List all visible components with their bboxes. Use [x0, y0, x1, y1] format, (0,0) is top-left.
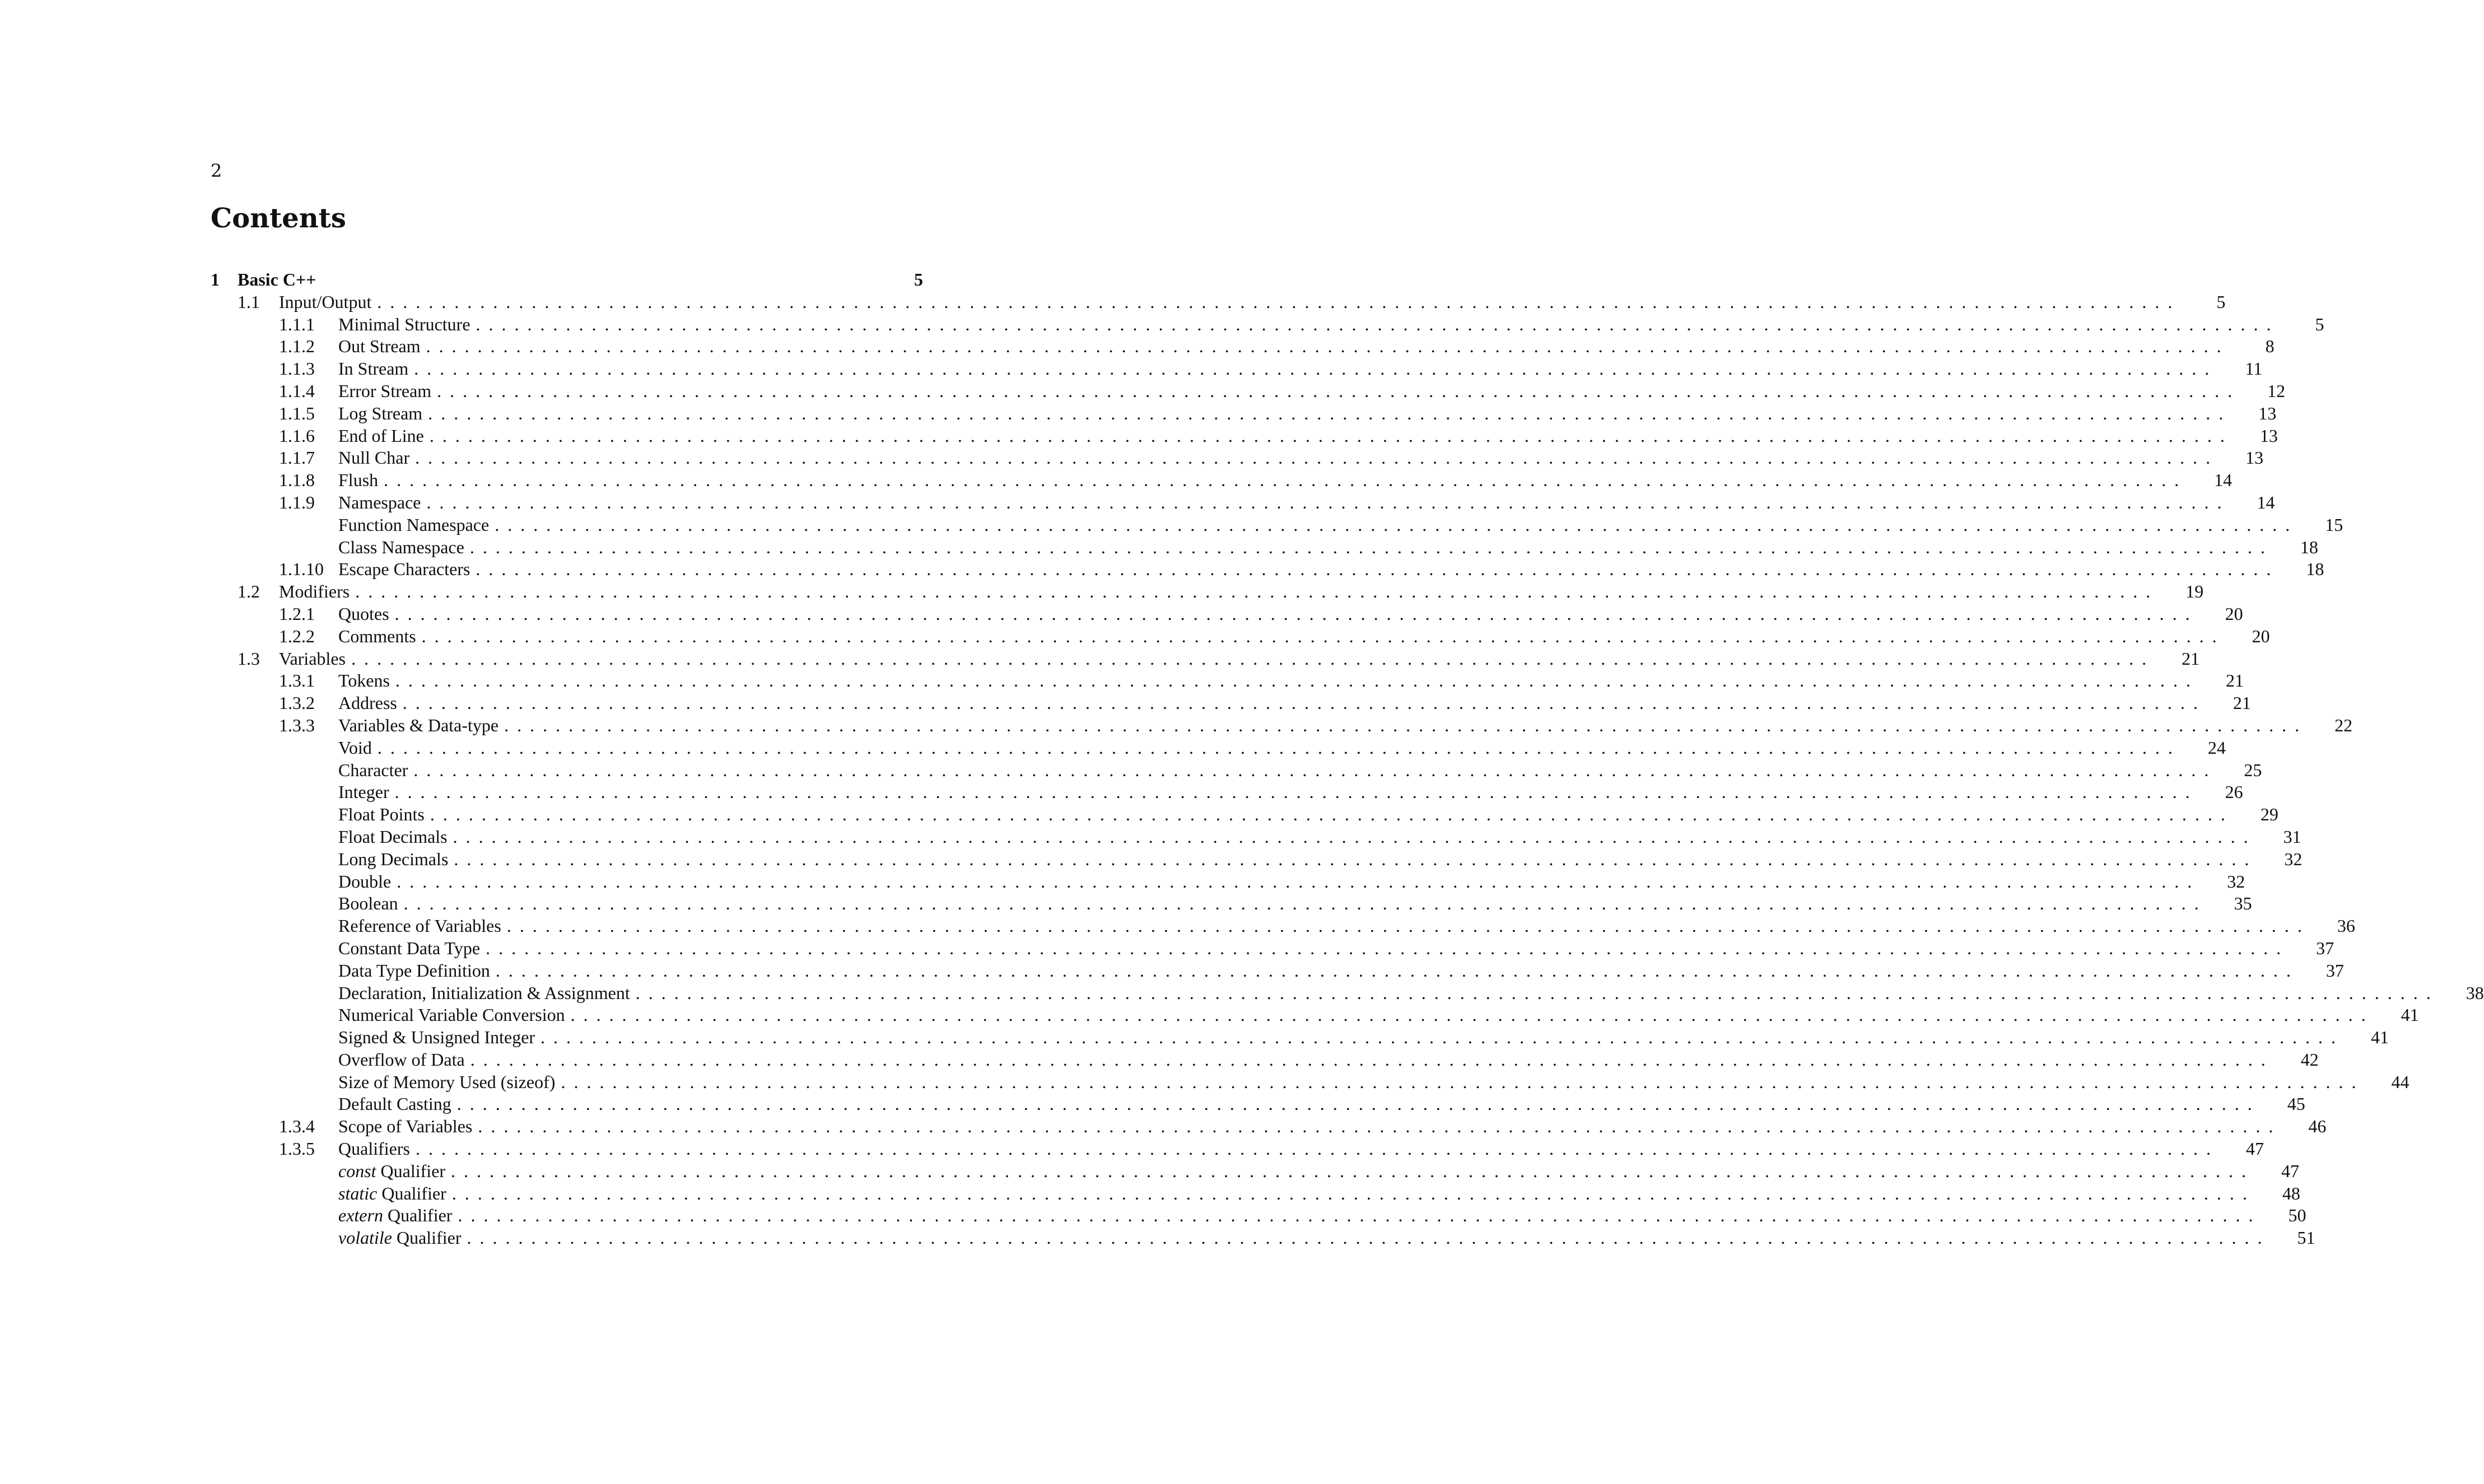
toc-entry: [211, 492, 2275, 514]
toc-entry-number: 1.3: [237, 648, 260, 669]
toc-entry-title-text: Overflow of Data: [338, 1049, 465, 1070]
dot-leader: ............................................................................................................................................: [426, 492, 2230, 512]
toc-entry: [211, 358, 2263, 380]
toc-entry-page: 36: [2337, 916, 2355, 936]
toc-entry-number: 1.1.10: [279, 559, 324, 580]
toc-entry-body: [338, 1049, 2319, 1071]
toc-entry-title-text: Qualifier: [381, 1183, 446, 1203]
toc-entry-body: [338, 380, 2286, 403]
toc-entry-title: [338, 558, 470, 581]
toc-entry-body: [279, 291, 2226, 314]
toc-entry-title-text: Constant Data Type: [338, 937, 481, 958]
toc-entry-title: [338, 1116, 472, 1138]
toc-entry: [211, 848, 2303, 871]
toc-entry-title-text: Tokens: [338, 670, 390, 691]
toc-entry-body: [338, 1227, 2315, 1249]
toc-entry-title-text: Log Stream: [338, 403, 423, 423]
toc-entry-title: [338, 1183, 446, 1205]
dot-leader: ............................................................................................................................................: [377, 291, 2181, 312]
toc-entry-page: 37: [2316, 937, 2334, 958]
toc-entry-title-text: Variables: [279, 648, 346, 669]
toc-entry-page: 21: [2225, 670, 2244, 691]
toc-entry-page: 5: [2315, 314, 2324, 334]
toc-entry-title: [338, 982, 630, 1005]
toc-entry: [211, 291, 2226, 314]
toc-entry-page: 41: [2401, 1005, 2419, 1025]
toc-entry-page: 32: [2284, 848, 2303, 869]
toc-entry: [211, 536, 2318, 559]
dot-leader: ............................................................................................................................................: [467, 1228, 2271, 1248]
toc-entry-body: [338, 670, 2244, 692]
toc-entry-title: [338, 403, 422, 425]
toc-entry-page: 15: [2325, 514, 2343, 535]
toc-entry-title-text: Declaration, Initialization & Assignment: [338, 982, 630, 1003]
toc-entry-body: [338, 982, 2484, 1005]
toc-entry-title-text: Minimal Structure: [338, 314, 470, 334]
dot-leader: ............................................................................................................................................: [377, 737, 2181, 758]
toc-entry-title: [338, 469, 378, 492]
toc-entry-title-text: Comments: [338, 626, 416, 646]
toc-entry-number: 1.1.2: [279, 336, 315, 357]
toc-entry-body: [338, 826, 2301, 848]
toc-entry: [211, 982, 2484, 1005]
dot-leader: ............................................................................................................................................: [421, 626, 2225, 646]
dot-leader: ............................................................................................................................................: [395, 670, 2199, 691]
toc-entry-title: [279, 291, 371, 314]
toc-entry: [211, 514, 2343, 536]
toc-entry: [211, 937, 2334, 960]
toc-entry-page: 18: [2306, 559, 2324, 580]
toc-entry: [211, 425, 2278, 447]
toc-entry-page: 18: [2300, 536, 2318, 557]
table-of-contents: [211, 269, 2484, 1249]
toc-entry-body: [338, 425, 2278, 447]
toc-entry-number: 1: [211, 269, 220, 290]
toc-entry-title: [338, 1160, 445, 1183]
toc-entry-body: [338, 804, 2278, 826]
dot-leader: ............................................................................................................................................: [451, 1160, 2255, 1181]
dot-leader: ............................................................................................................................................: [454, 848, 2258, 869]
toc-entry-title-text: Qualifier: [380, 1160, 446, 1181]
toc-entry: [211, 314, 2324, 336]
toc-entry-body: [338, 871, 2245, 893]
toc-entry-title-text: Numerical Variable Conversion: [338, 1005, 565, 1025]
toc-entry-title-text: Integer: [338, 782, 389, 802]
toc-entry-number: 1.3.5: [279, 1138, 315, 1159]
toc-entry-page: 14: [2214, 470, 2233, 491]
toc-entry-title: [279, 581, 349, 603]
toc-entry-number: 1.2: [237, 581, 260, 602]
toc-entry-title-text: Flush: [338, 470, 379, 491]
toc-entry-title-text: Escape Characters: [338, 559, 470, 580]
toc-entry-page: 44: [2391, 1071, 2410, 1092]
toc-entry-page: 48: [2282, 1183, 2300, 1203]
toc-entry: [211, 737, 2226, 759]
toc-entry-title: [338, 1093, 451, 1116]
dot-leader: ............................................................................................................................................: [415, 447, 2219, 468]
toc-entry-page: 20: [2225, 603, 2243, 624]
toc-entry: [211, 447, 2264, 469]
toc-entry: [211, 692, 2251, 715]
toc-entry-page: 11: [2245, 358, 2263, 379]
toc-entry-page: 47: [2245, 1138, 2264, 1159]
dot-leader: ............................................................................................................................................: [428, 403, 2232, 423]
dot-leader: ............................................................................................................................................: [561, 1071, 2365, 1092]
toc-entry-title: [338, 314, 470, 336]
toc-entry: [211, 581, 2204, 603]
dot-leader: ............................................................................................................................................: [384, 470, 2188, 491]
dot-leader: ............................................................................................................................................: [429, 425, 2233, 446]
toc-entry-body: [338, 937, 2334, 960]
dot-leader: ............................................................................................................................................: [394, 782, 2198, 802]
toc-entry-body: [338, 492, 2275, 514]
toc-entry-title: [338, 759, 408, 782]
dot-leader: ............................................................................................................................................: [476, 559, 2280, 580]
dot-leader: ............................................................................................................................................: [540, 1027, 2345, 1048]
toc-entry-title-text: Out Stream: [338, 336, 421, 357]
toc-entry-title: [338, 425, 424, 447]
toc-entry-page: 20: [2252, 626, 2270, 646]
dot-leader: ............................................................................................................................................: [414, 358, 2218, 379]
toc-entry-title-text: Default Casting: [338, 1094, 451, 1114]
toc-entry: [211, 1116, 2327, 1138]
toc-entry-number: 1.2.2: [279, 626, 315, 646]
toc-entry-title-text: Signed & Unsigned Integer: [338, 1027, 535, 1048]
toc-entry-body: [338, 1004, 2419, 1026]
toc-entry-page: 47: [2281, 1160, 2300, 1181]
dot-leader: ............................................................................................................................................: [351, 648, 2155, 669]
toc-entry-title: [338, 692, 397, 715]
toc-entry: [211, 1138, 2264, 1160]
toc-entry-page: 5: [914, 269, 923, 290]
toc-entry-page: 21: [2182, 648, 2200, 669]
toc-entry-title: [338, 626, 416, 648]
toc-entry-page: 50: [2288, 1205, 2306, 1226]
toc-entry-body: [338, 1183, 2300, 1205]
toc-entry: [211, 1071, 2410, 1094]
toc-entry-number: 1.1: [237, 291, 260, 312]
dot-leader: ............................................................................................................................................: [430, 804, 2234, 825]
toc-entry: [211, 871, 2245, 893]
toc-entry-body: [279, 648, 2200, 670]
toc-entry-page: 14: [2257, 492, 2275, 512]
toc-entry-title-italic: const: [338, 1160, 376, 1181]
toc-entry-title-text: Qualifier: [387, 1205, 453, 1226]
dot-leader: ............................................................................................................................................: [470, 1049, 2274, 1070]
toc-entry-title: [338, 871, 391, 893]
toc-entry-title-text: Class Namespace: [338, 536, 464, 557]
toc-entry-title: [338, 536, 464, 559]
toc-entry-title-text: Size of Memory Used (sizeof): [338, 1071, 556, 1092]
toc-entry-page: 5: [2216, 291, 2226, 312]
toc-entry-title-text: Double: [338, 871, 392, 892]
toc-entry-title: [338, 1138, 410, 1160]
toc-entry-page: 12: [2267, 380, 2286, 401]
toc-entry-body: [338, 1026, 2389, 1049]
toc-entry-body: [338, 715, 2353, 737]
toc-entry-page: 37: [2325, 960, 2344, 981]
toc-entry-body: [338, 1093, 2305, 1116]
toc-entry: [211, 558, 2324, 581]
toc-entry-title-text: Quotes: [338, 603, 389, 624]
toc-entry-title-text: Long Decimals: [338, 848, 449, 869]
toc-entry-title-text: Character: [338, 759, 408, 780]
toc-entry-body: [338, 915, 2355, 937]
toc-entry-title: [338, 335, 421, 358]
toc-entry-number: 1.1.1: [279, 314, 315, 334]
toc-entry-title-text: Reference of Variables: [338, 916, 501, 936]
toc-entry-title-text: Address: [338, 693, 397, 713]
toc-entry-body: [338, 514, 2343, 536]
toc-entry: [211, 469, 2233, 492]
toc-entry-title-italic: extern: [338, 1205, 383, 1226]
toc-entry-title-italic: volatile: [338, 1228, 392, 1248]
toc-entry: [211, 335, 2275, 358]
dot-leader: ............................................................................................................................................: [476, 314, 2280, 334]
toc-entry-title-text: Scope of Variables: [338, 1116, 473, 1137]
dot-leader: ............................................................................................................................................: [397, 871, 2201, 892]
toc-entry-title-text: Modifiers: [279, 581, 350, 602]
toc-entry-page: 25: [2244, 759, 2262, 780]
toc-entry-body: [279, 581, 2204, 603]
dot-leader: ............................................................................................................................................: [451, 1183, 2255, 1203]
toc-entry-title-text: Function Namespace: [338, 514, 490, 535]
toc-entry-body: [338, 626, 2270, 648]
toc-entry-page: 13: [2245, 447, 2264, 468]
toc-entry-title: [338, 826, 448, 848]
toc-entry-title-text: Void: [338, 737, 372, 758]
toc-entry: [211, 1004, 2419, 1026]
toc-entry-title: [338, 1205, 452, 1227]
toc-entry-title: [338, 937, 480, 960]
dot-leader: ............................................................................................................................................: [478, 1116, 2282, 1137]
toc-entry-page: 45: [2287, 1094, 2305, 1114]
toc-entry-page: 24: [2207, 737, 2226, 758]
toc-entry-title: [338, 915, 501, 937]
toc-entry-number: 1.1.3: [279, 358, 315, 379]
toc-entry-title: [279, 648, 346, 670]
toc-entry-title: [338, 1227, 461, 1249]
toc-entry-body: [338, 447, 2264, 469]
toc-entry-title: [338, 960, 490, 982]
dot-leader: ............................................................................................................................................: [437, 380, 2241, 401]
toc-entry-page: 38: [2466, 982, 2484, 1003]
toc-entry: [211, 893, 2252, 915]
toc-entry-body: [338, 848, 2303, 871]
toc-entry-number: 1.1.8: [279, 470, 315, 491]
toc-entry-title-text: Float Points: [338, 804, 425, 825]
toc-entry-title: [338, 737, 372, 759]
toc-entry-page: 46: [2308, 1116, 2327, 1137]
toc-entry: [211, 626, 2270, 648]
toc-entry: [211, 781, 2243, 804]
toc-entry-body: [338, 1160, 2300, 1183]
dot-leader: ............................................................................................................................................: [486, 937, 2290, 958]
toc-entry: [211, 648, 2200, 670]
dot-leader: ............................................................................................................................................: [458, 1205, 2262, 1226]
toc-entry-body: [338, 1138, 2264, 1160]
toc-entry-number: 1.1.7: [279, 447, 315, 468]
toc-entry-title: [338, 603, 389, 626]
toc-entry: [211, 670, 2244, 692]
toc-entry: [211, 1227, 2315, 1249]
toc-entry: [211, 715, 2353, 737]
toc-entry-title-text: Error Stream: [338, 380, 432, 401]
toc-entry-page: 21: [2233, 693, 2251, 713]
dot-leader: ............................................................................................................................................: [570, 1005, 2374, 1025]
toc-entry-body: [338, 536, 2318, 559]
toc-entry-body: [237, 269, 923, 291]
toc-entry-title: [338, 848, 448, 871]
toc-entry-title: [338, 1004, 565, 1026]
toc-entry-title-text: Qualifiers: [338, 1138, 410, 1159]
toc-entry-number: 1.1.6: [279, 425, 315, 446]
toc-entry-body: [338, 692, 2251, 715]
toc-entry-body: [338, 759, 2262, 782]
dot-leader: ............................................................................................................................................: [394, 603, 2198, 624]
toc-entry-page: 13: [2258, 403, 2277, 423]
toc-entry-body: [338, 1116, 2327, 1138]
toc-entry-body: [338, 558, 2324, 581]
toc-entry-page: 8: [2265, 336, 2275, 357]
toc-entry-number: 1.1.4: [279, 380, 315, 401]
dot-leader: ............................................................................................................................................: [469, 536, 2273, 557]
toc-entry-title: [338, 804, 425, 826]
toc-entry-title: [338, 1071, 555, 1094]
dot-leader: ............................................................................................................................................: [504, 715, 2308, 735]
dot-leader: ............................................................................................................................................: [413, 759, 2217, 780]
toc-entry-page: 41: [2371, 1027, 2389, 1048]
dot-leader: ............................................................................................................................................: [415, 1138, 2219, 1159]
toc-entry-body: [338, 314, 2324, 336]
dot-leader: ............................................................................................................................................: [456, 1094, 2261, 1114]
toc-entry-title-text: Namespace: [338, 492, 421, 512]
toc-entry-page: 31: [2283, 826, 2301, 847]
toc-entry-page: 51: [2297, 1228, 2315, 1248]
toc-entry: [211, 804, 2278, 826]
toc-chapter-entry: [211, 269, 923, 291]
toc-entry-title: [338, 715, 498, 737]
toc-entry-title-text: Basic C++: [237, 269, 316, 290]
dot-leader: ............................................................................................................................................: [495, 960, 2299, 981]
toc-entry: [211, 915, 2355, 937]
toc-entry-title: [338, 492, 421, 514]
toc-entry: [211, 960, 2344, 982]
toc-entry-title-text: Float Decimals: [338, 826, 448, 847]
toc-entry: [211, 759, 2262, 782]
toc-entry-title: [237, 269, 316, 291]
toc-entry-number: 1.3.1: [279, 670, 315, 691]
toc-entry: [211, 826, 2301, 848]
toc-entry-body: [338, 781, 2243, 804]
toc-entry-title: [338, 670, 390, 692]
toc-entry-title-text: End of Line: [338, 425, 424, 446]
dot-leader: ............................................................................................................................................: [495, 514, 2299, 535]
toc-entry-title: [338, 447, 409, 469]
toc-entry-page: 26: [2225, 782, 2243, 802]
toc-entry-number: 1.3.4: [279, 1116, 315, 1137]
toc-entry-number: 1.3.2: [279, 693, 315, 713]
toc-entry: [211, 1093, 2305, 1116]
dot-leader: ............................................................................................................................................: [426, 336, 2230, 357]
toc-entry: [211, 1026, 2389, 1049]
toc-entry-number: 1.2.1: [279, 603, 315, 624]
toc-entry-body: [338, 469, 2233, 492]
dot-leader: ............................................................................................................................................: [453, 826, 2257, 847]
toc-entry-title-italic: static: [338, 1183, 378, 1203]
toc-entry-title-text: In Stream: [338, 358, 409, 379]
toc-entry-body: [338, 737, 2226, 759]
toc-entry-title-text: Input/Output: [279, 291, 372, 312]
toc-entry-page: 35: [2234, 893, 2252, 914]
toc-entry-body: [338, 1205, 2306, 1227]
toc-entry: [211, 1160, 2300, 1183]
contents-heading: Contents: [211, 203, 346, 234]
toc-entry-title: [338, 1026, 535, 1049]
dot-leader: ............................................................................................................................................: [402, 693, 2206, 713]
toc-entry-number: 1.3.3: [279, 715, 315, 735]
dot-leader: ............................................................................................................................................: [403, 893, 2207, 914]
toc-entry-page: 19: [2185, 581, 2204, 602]
toc-entry-page: 32: [2227, 871, 2245, 892]
toc-entry-page: 29: [2260, 804, 2278, 825]
toc-entry-number: 1.1.9: [279, 492, 315, 512]
toc-entry-body: [338, 893, 2252, 915]
toc-entry-body: [338, 403, 2277, 425]
dot-leader: ............................................................................................................................................: [355, 581, 2159, 602]
toc-entry: [211, 1205, 2306, 1227]
toc-entry-title-text: Qualifier: [396, 1228, 462, 1248]
toc-entry-title-text: Data Type Definition: [338, 960, 490, 981]
toc-entry: [211, 1183, 2300, 1205]
dot-leader: ............................................................................................................................................: [506, 916, 2310, 936]
toc-entry-title: [338, 781, 389, 804]
toc-entry-title: [338, 514, 489, 536]
dot-leader: ............................................................................................................................................: [635, 982, 2439, 1003]
toc-entry-page: 42: [2300, 1049, 2319, 1070]
toc-entry-title: [338, 893, 398, 915]
toc-entry: [211, 1049, 2319, 1071]
page-number: 2: [211, 160, 222, 181]
toc-entry-title: [338, 1049, 465, 1071]
toc-entry-body: [338, 960, 2344, 982]
toc-entry-body: [338, 1071, 2410, 1094]
toc-entry-title-text: Variables & Data-type: [338, 715, 499, 735]
toc-entry-title-text: Boolean: [338, 893, 398, 914]
toc-entry-body: [338, 335, 2275, 358]
toc-entry-page: 13: [2259, 425, 2278, 446]
toc-entry: [211, 380, 2286, 403]
toc-entry-title: [338, 358, 408, 380]
toc-entry: [211, 403, 2277, 425]
toc-entry-body: [338, 358, 2263, 380]
toc-entry-body: [338, 603, 2243, 626]
toc-entry: [211, 603, 2243, 626]
toc-entry-page: 22: [2334, 715, 2353, 735]
toc-entry-title: [338, 380, 431, 403]
toc-entry-number: 1.1.5: [279, 403, 315, 423]
toc-entry-title-text: Null Char: [338, 447, 410, 468]
